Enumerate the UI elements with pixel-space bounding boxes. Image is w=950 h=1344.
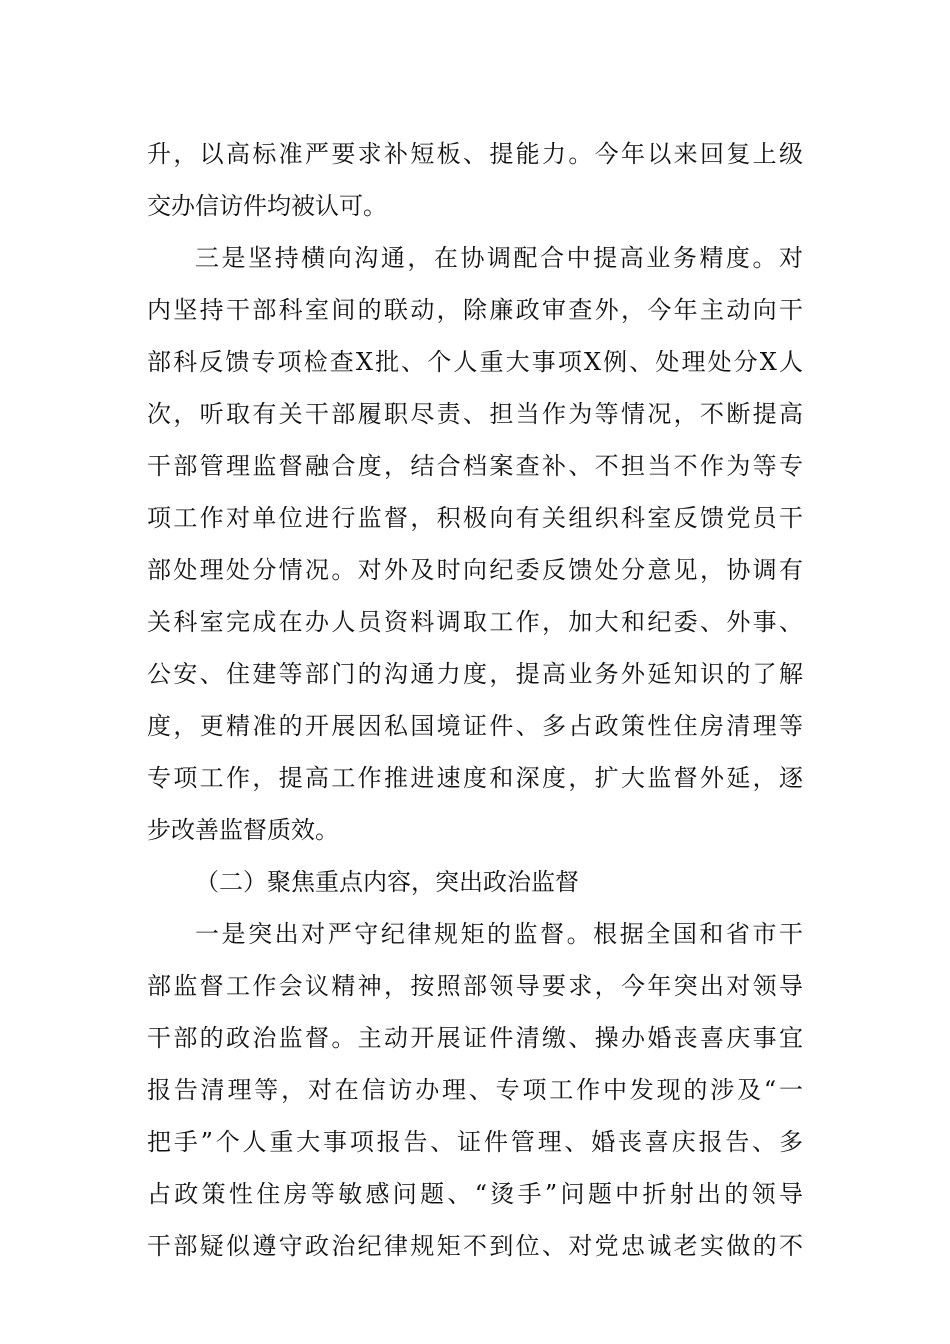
text-line: 占政策性住房等敏感问题、“烫手”问题中折射出的领导 xyxy=(147,1180,803,1208)
text-line: 关科室完成在办人员资料调取工作，加大和纪委、外事、 xyxy=(147,608,803,636)
text-line: 步改善监督质效。 xyxy=(147,816,339,844)
text-line: 公安、住建等部门的沟通力度，提高业务外延知识的了解 xyxy=(147,660,803,688)
text-line: 升，以高标准严要求补短板、提能力。今年以来回复上级 xyxy=(147,140,803,168)
text-line: 内坚持干部科室间的联动，除廉政审查外，今年主动向干 xyxy=(147,296,803,324)
section-heading: （二）聚焦重点内容，突出政治监督 xyxy=(195,868,579,896)
text-line: 部科反馈专项检查X批、个人重大事项X例、处理处分X人 xyxy=(147,348,803,376)
text-line: 次，听取有关干部履职尽责、担当作为等情况，不断提高 xyxy=(147,400,803,428)
text-line: 干部管理监督融合度，结合档案查补、不担当不作为等专 xyxy=(147,452,803,480)
text-line: 把手”个人重大事项报告、证件管理、婚丧喜庆报告、多 xyxy=(147,1128,803,1156)
text-line: 干部的政治监督。主动开展证件清缴、操办婚丧喜庆事宜 xyxy=(147,1024,803,1052)
text-line: 部监督工作会议精神，按照部领导要求，今年突出对领导 xyxy=(147,972,803,1000)
text-line: 度，更精准的开展因私国境证件、多占政策性住房清理等 xyxy=(147,712,803,740)
text-line: 部处理处分情况。对外及时向纪委反馈处分意见，协调有 xyxy=(147,556,803,584)
paragraph-start-line: 三是坚持横向沟通，在协调配合中提高业务精度。对 xyxy=(195,244,803,272)
text-line: 项工作对单位进行监督，积极向有关组织科室反馈党员干 xyxy=(147,504,803,532)
text-line: 交办信访件均被认可。 xyxy=(147,192,387,220)
paragraph-start-line: 一是突出对严守纪律规矩的监督。根据全国和省市干 xyxy=(195,920,803,948)
text-line: 专项工作，提高工作推进速度和深度，扩大监督外延，逐 xyxy=(147,764,803,792)
text-line: 干部疑似遵守政治纪律规矩不到位、对党忠诚老实做的不 xyxy=(147,1232,803,1260)
text-line: 报告清理等，对在信访办理、专项工作中发现的涉及“一 xyxy=(147,1076,803,1104)
